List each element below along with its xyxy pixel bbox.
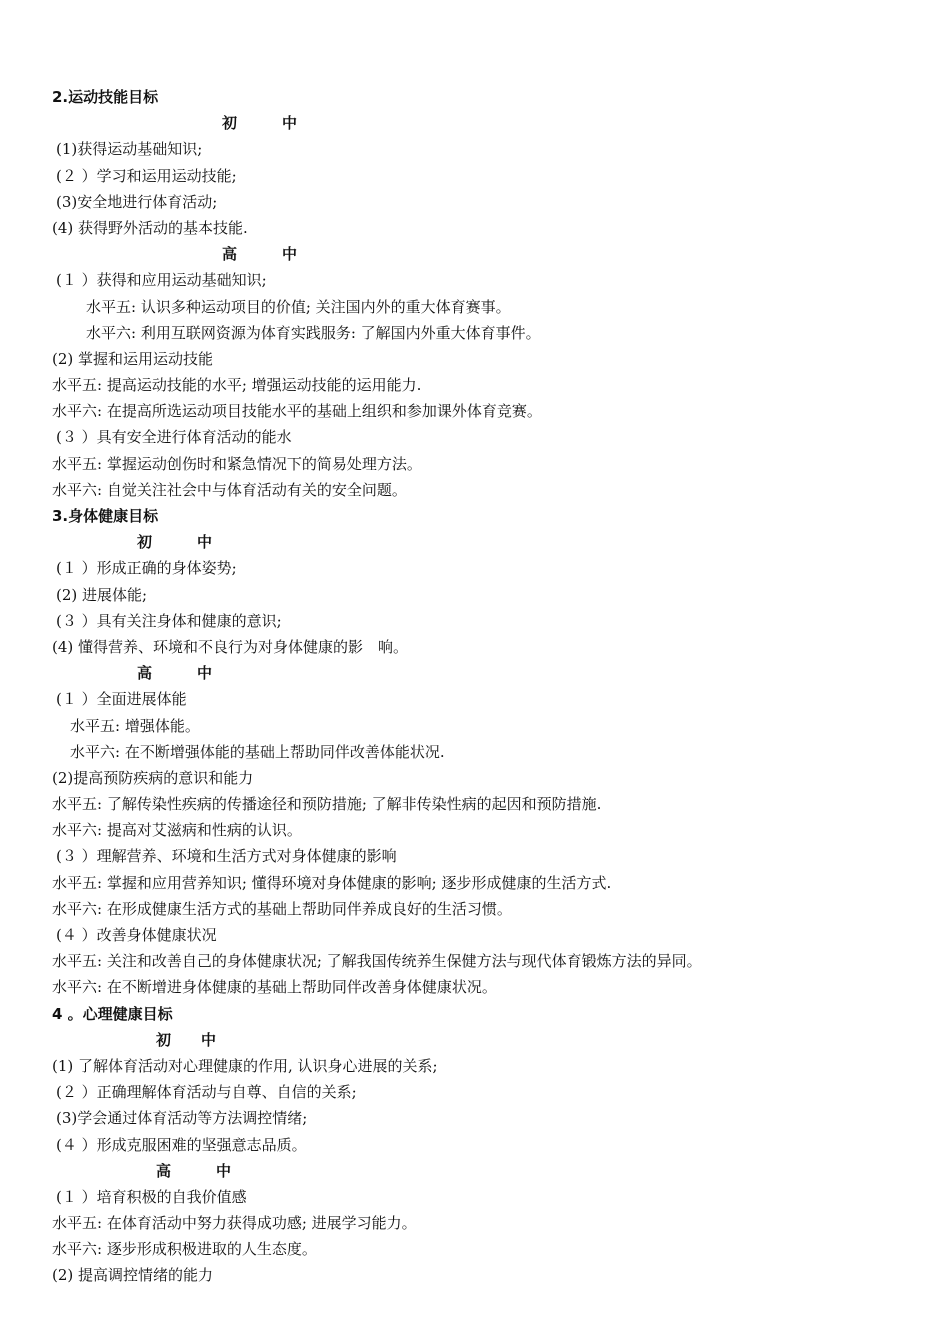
text-line: (３ ）具有关注身体和健康的意识; [56, 611, 282, 630]
section-heading: 3.身体健康目标 [52, 507, 159, 525]
section-heading: 2.运动技能目标 [52, 88, 159, 106]
text-line: (1) 了解体育活动对心理健康的作用, 认识身心进展的关系; [52, 1056, 438, 1075]
subsection-heading: 高 中 [222, 245, 298, 264]
text-line: 水平五: 提高运动技能的水平; 增强运动技能的运用能力. [52, 376, 422, 395]
text-line: 水平五: 关注和改善自己的身体健康状况; 了解我国传统养生保健方法与现代体育锻炼方法的异同。 [52, 952, 702, 971]
text-line: (３ ）具有安全进行体育活动的能水 [56, 428, 292, 447]
text-line: 水平五: 增强体能。 [70, 716, 200, 735]
text-line: (１ ）全面进展体能 [56, 690, 187, 709]
text-line: (１ ）培育积极的自我价值感 [56, 1187, 247, 1206]
subsection-heading: 初 中 [222, 114, 298, 133]
text-line: (２ ）学习和运用运动技能; [56, 166, 237, 185]
subsection-heading: 初 中 [156, 1030, 217, 1049]
text-line: (４ ）形成克服困难的坚强意志品质。 [56, 1135, 307, 1154]
text-line: 水平六: 在提高所选运动项目技能水平的基础上组织和参加课外体育竞赛。 [52, 402, 542, 421]
text-line: (1)获得运动基础知识; [56, 140, 203, 159]
text-line: (１ ）形成正确的身体姿势; [56, 559, 237, 578]
text-line: 水平六: 在不断增强体能的基础上帮助同伴改善体能状况. [70, 742, 445, 761]
text-line: (２ ）正确理解体育活动与自尊、自信的关系; [56, 1083, 357, 1102]
text-line: 水平五: 掌握运动创伤时和紧急情况下的简易处理方法。 [52, 454, 422, 473]
text-line: (１ ）获得和应用运动基础知识; [56, 271, 267, 290]
text-line: (３ ）理解营养、环境和生活方式对身体健康的影响 [56, 847, 397, 866]
document-body [0, 84, 950, 1289]
subsection-heading: 高 中 [156, 1161, 232, 1180]
text-line: 水平六: 在不断增进身体健康的基础上帮助同伴改善身体健康状况。 [52, 978, 497, 997]
text-line: 水平六: 在形成健康生活方式的基础上帮助同伴养成良好的生活习惯。 [52, 899, 512, 918]
section-heading: 4 。心理健康目标 [52, 1004, 173, 1023]
text-line: (４ ）改善身体健康状况 [56, 926, 217, 944]
text-line: (2)提高预防疾病的意识和能力 [52, 768, 254, 787]
text-line: (2) 进展体能; [56, 585, 148, 604]
text-line: 水平五: 了解传染性疾病的传播途径和预防措施; 了解非传染性病的起因和预防措施. [52, 795, 602, 814]
text-line: 水平五: 认识多种运动项目的价值; 关注国内外的重大体育赛事。 [86, 297, 511, 316]
text-line: 水平六: 提高对艾滋病和性病的认识。 [52, 821, 302, 840]
text-line: (3)安全地进行体育活动; [56, 192, 218, 211]
text-line: 水平六: 逐步形成积极进取的人生态度。 [52, 1240, 317, 1259]
text-line: 水平五: 在体育活动中努力获得成功感; 进展学习能力。 [52, 1214, 417, 1233]
text-line: 水平五: 掌握和应用营养知识; 懂得环境对身体健康的影响; 逐步形成健康的生活方式. [52, 873, 612, 892]
text-line: (4) 获得野外活动的基本技能. [52, 218, 248, 237]
subsection-heading: 初 中 [137, 533, 213, 552]
text-line: 水平六: 自觉关注社会中与体育活动有关的安全问题。 [52, 480, 407, 499]
text-line: (2) 掌握和运用运动技能 [52, 349, 214, 368]
text-line: (4) 懂得营养、环境和不良行为对身体健康的影 响。 [52, 637, 409, 656]
subsection-heading: 高 中 [137, 664, 213, 683]
text-line: (3)学会通过体育活动等方法调控情绪; [56, 1109, 308, 1128]
text-line: (2) 提高调控情绪的能力 [52, 1266, 214, 1285]
text-line: 水平六: 利用互联网资源为体育实践服务: 了解国内外重大体育事件。 [86, 323, 541, 342]
